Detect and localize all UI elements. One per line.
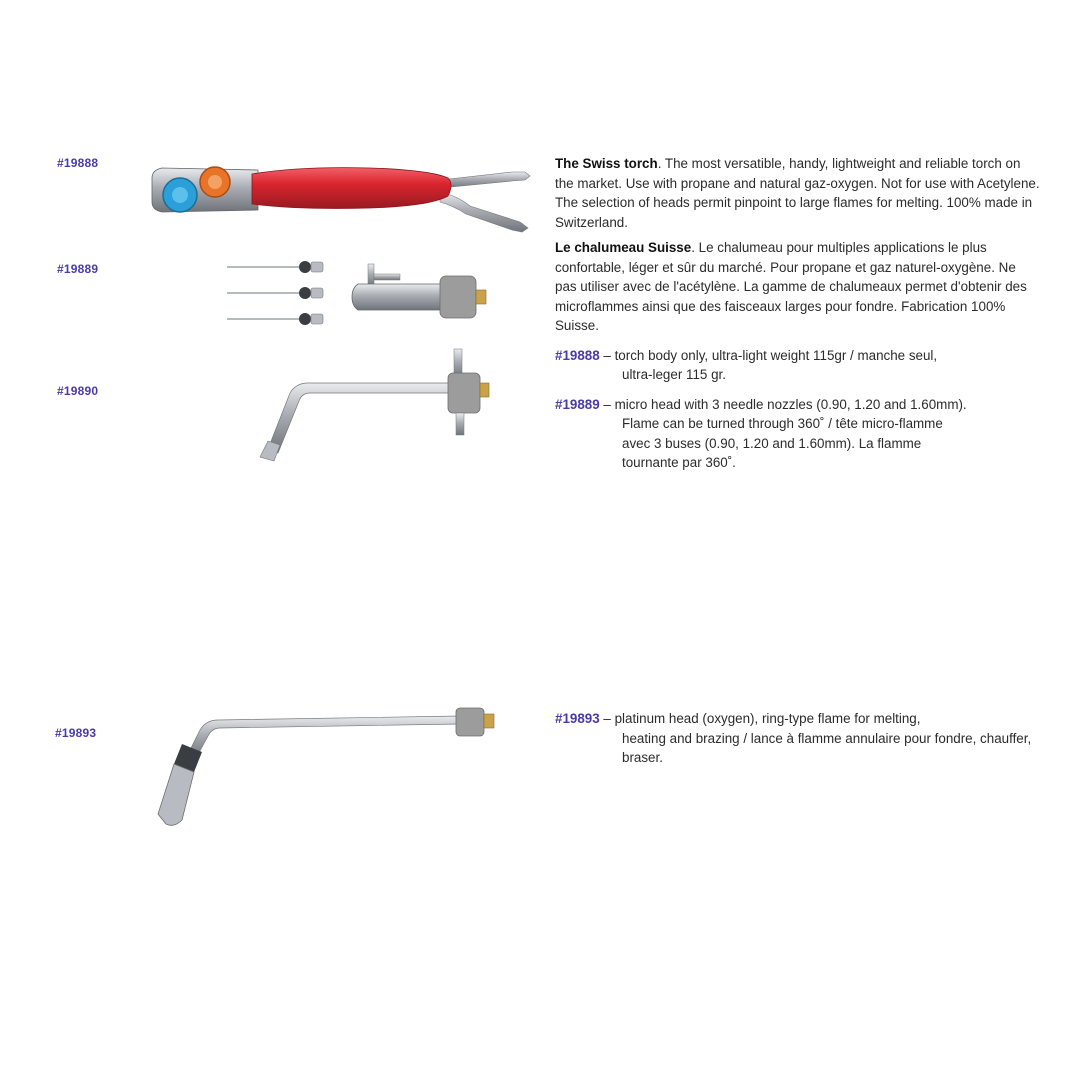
platinum-head-image xyxy=(130,700,510,840)
needle-nozzle-image xyxy=(225,255,335,330)
item-rest: heating and brazing / lance à flamme annulaire pour fondre, chauffer, braser. xyxy=(622,730,1032,765)
swiss-torch-body: . The most versatible, handy, lightweight and reliable torch on the market. Use with propane and natural gaz-oxygen. Not for use with Acetylene. The selection of heads permit pinpoint to large flames for melting. 100% made in Switzerland. xyxy=(555,156,1040,230)
chalumeau-body: . Le chalumeau pour multiples applications le plus confortable, léger et sûr du marché. Pour propane et gaz naturel-oxygène. Ne pas utiliser avec de l'acétylène. La gamme de chalumeaux permet d'obtenir des microflammes ainsi que des faisceaux larges pour fondre. Fabrication 100% Suisse. xyxy=(555,240,1027,333)
code-19888: #19888 xyxy=(57,156,99,170)
item-19893 xyxy=(555,709,1040,768)
item-19889 xyxy=(555,395,1040,473)
french-description xyxy=(555,238,1040,336)
head-19890-image xyxy=(250,345,500,465)
item-number: #19888 xyxy=(555,347,600,363)
item-rest: Flame can be turned through 360˚ / tête micro-flamme avec 3 buses (0.90, 1.20 and 1.60mm). La flamme tournante par 360˚. xyxy=(622,416,943,470)
item-line1: – micro head with 3 needle nozzles (0.90, 1.20 and 1.60mm). xyxy=(599,396,967,412)
description-block xyxy=(555,154,1040,479)
item-line1: – platinum head (oxygen), ring-type flame for melting, xyxy=(599,711,921,726)
code-19893: #19893 xyxy=(55,726,97,740)
item-rest: ultra-leger 115 gr. xyxy=(622,367,726,382)
item-line1: – torch body only, ultra-light weight 115gr / manche seul, xyxy=(599,347,938,363)
code-19890: #19890 xyxy=(57,384,99,398)
item-19888 xyxy=(555,346,1040,385)
swiss-torch-title: The Swiss torch xyxy=(555,156,658,171)
english-description xyxy=(555,154,1040,232)
cropped-text-line xyxy=(620,684,875,692)
micro-head-image xyxy=(350,262,500,322)
chalumeau-title: Le chalumeau Suisse xyxy=(555,240,692,255)
torch-body-image xyxy=(140,150,540,245)
description-block-19893 xyxy=(555,709,1040,774)
item-number: #19889 xyxy=(555,396,600,412)
item-number: #19893 xyxy=(555,711,600,726)
code-19889: #19889 xyxy=(57,262,99,276)
